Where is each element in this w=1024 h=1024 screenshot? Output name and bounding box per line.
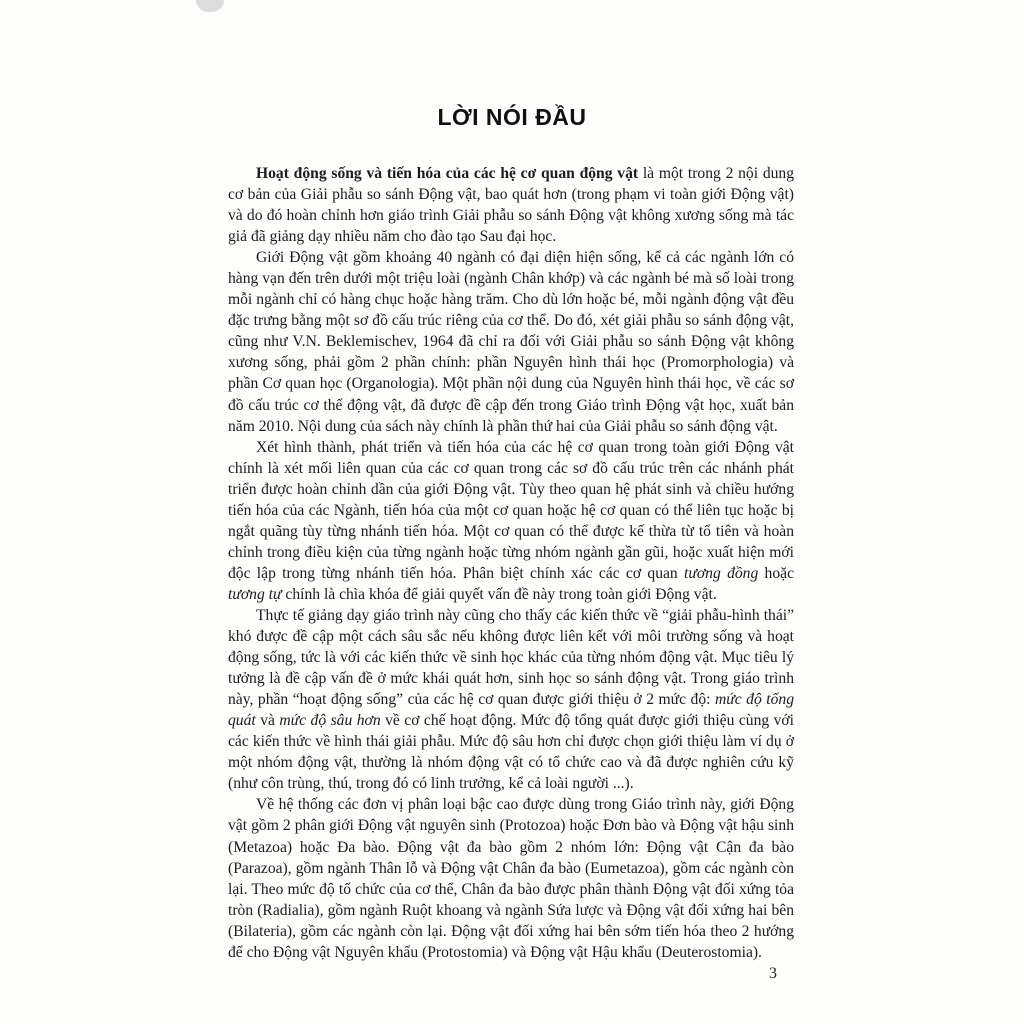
paragraph-3-text-after: chính là chìa khóa để giải quyết vấn đề này trong toàn giới Động vật. xyxy=(281,585,717,603)
paragraph-3-italic-analogous: tương tự xyxy=(228,585,282,603)
paragraph-5-text: Về hệ thống các đơn vị phân loại bậc cao được dùng trong Giáo trình này, giới Động vật gồm 2 phân giới Động vật nguyên sinh (Protozoa) hoặc Đơn bào và Động vật hậu sinh (Metazoa) hoặc Đa bào. Động vật đa bào gồm 2 nhóm lớn: Động vật Cận đa bào (Parazoa), gồm ngành Thân lỗ và Động vật Chân đa bào (Eumetazoa), gồm các ngành còn lại. Theo mức độ tổ chức của cơ thể, Chân đa bào được phân thành Động vật đối xứng tỏa tròn (Radialia), gồm ngành Ruột khoang và ngành Sứa lược và Động vật đối xứng hai bên (Bilateria), gồm các ngành còn lại. Động vật đối xứng hai bên sớm tiến hóa theo 2 hướng để cho Động vật Nguyên khẩu (Protostomia) và Động vật Hậu khẩu (Deuterostomia). xyxy=(228,796,794,961)
paragraph-3 xyxy=(228,437,794,605)
page-corner-mark xyxy=(196,0,224,12)
paragraph-4-italic-deeper-level: mức độ sâu hơn xyxy=(279,712,381,730)
page-title: LỜI NÓI ĐẦU xyxy=(437,104,587,130)
paragraph-4 xyxy=(228,605,794,794)
paragraph-1-text: là một trong 2 nội dung cơ bản của Giải phẫu so sánh Động vật, bao quát hơn (trong phạm vi toàn giới Động vật) và do đó hoàn chỉnh hơn giáo trình Giải phẫu so sánh Động vật không xương sống mà tác giả đã giảng dạy nhiều năm cho đào tạo Sau đại học. xyxy=(228,165,795,246)
page-number: 3 xyxy=(769,965,777,982)
paragraph-4-italic-general-level: mức độ tổng quát xyxy=(228,691,794,730)
paragraph-3-text-middle: hoặc xyxy=(758,564,794,582)
paragraph-3-text-before: Xét hình thành, phát triển và tiến hóa của các hệ cơ quan trong toàn giới Động vật chính là xét mối liên quan của các cơ quan trong các sơ đồ cấu trúc trên các nhánh phát triển được hoàn chỉnh dần của giới Động vật. Tùy theo quan hệ phát sinh và chiều hướng tiến hóa của các Ngành, tiến hóa của một cơ quan hoặc hệ cơ quan có thể liên tục hoặc bị ngắt quãng tùy từng nhánh tiến hóa. Một cơ quan có thể được kế thừa từ tổ tiên và hoàn chỉnh trong điều kiện của từng ngành hoặc từng nhóm ngành gần gũi, hoặc xuất hiện mới độc lập trong từng nhánh tiến hóa. Phân biệt chính xác các cơ quan xyxy=(228,438,794,582)
paragraph-4-text-before: Thực tế giảng dạy giáo trình này cũng cho thấy các kiến thức về “giải phẫu-hình thái” khó được đề cập một cách sâu sắc nếu không được liên kết với môi trường sống và hoạt động sống, tức là với các kiến thức về sinh học khác của từng nhóm động vật. Mục tiêu lý tưởng là đề cập vấn đề ở mức khái quát hơn, sinh học so sánh động vật. Trong giáo trình này, phần “hoạt động sống” của các hệ cơ quan được giới thiệu ở 2 mức độ: xyxy=(228,606,794,709)
paragraph-2 xyxy=(228,247,794,436)
paragraph-1-lead: Hoạt động sống và tiến hóa của các hệ cơ quan động vật xyxy=(256,165,639,182)
paragraph-1 xyxy=(228,163,794,247)
paragraph-4-text-middle: và xyxy=(255,712,280,730)
paragraph-2-text: Giới Động vật gồm khoảng 40 ngành có đại diện hiện sống, kể cả các ngành lớn có hàng vạn đến trên dưới một triệu loài (ngành Chân khớp) và các ngành bé mà số loài trong mỗi ngành chỉ có hàng chục hoặc hàng trăm. Cho dù lớn hoặc bé, mỗi ngành động vật đều đặc trưng bằng một sơ đồ cấu trúc riêng của cơ thể. Do đó, xét giải phẫu so sánh động vật, cũng như V.N. Beklemischev, 1964 đã chỉ ra đối với Giải phẫu so sánh Động vật không xương sống, phải gồm 2 phần chính: phần Nguyên hình thái học (Promorphologia) và phần Cơ quan học (Organologia). Một phần nội dung của Nguyên hình thái học, về các sơ đồ cấu trúc cơ thể động vật, đã được đề cập đến trong Giáo trình Động vật học, xuất bản năm 2010. Nội dung của sách này chính là phần thứ hai của Giải phẫu so sánh động vật. xyxy=(228,249,794,435)
paragraph-5 xyxy=(228,794,794,962)
paragraph-3-italic-homologous: tương đồng xyxy=(684,564,759,582)
preface-body xyxy=(228,163,794,963)
paragraph-4-text-after: về cơ chế hoạt động. Mức độ tổng quát được giới thiệu cùng với các kiến thức về hình thái giải phẫu. Mức độ sâu hơn chỉ được chọn giới thiệu làm ví dụ ở một nhóm động vật, thường là nhóm động vật có tổ chức cao và đã được nghiên cứu kỹ (như côn trùng, thú, trong đó có linh trưởng, kể cả loài người ...). xyxy=(228,712,795,793)
